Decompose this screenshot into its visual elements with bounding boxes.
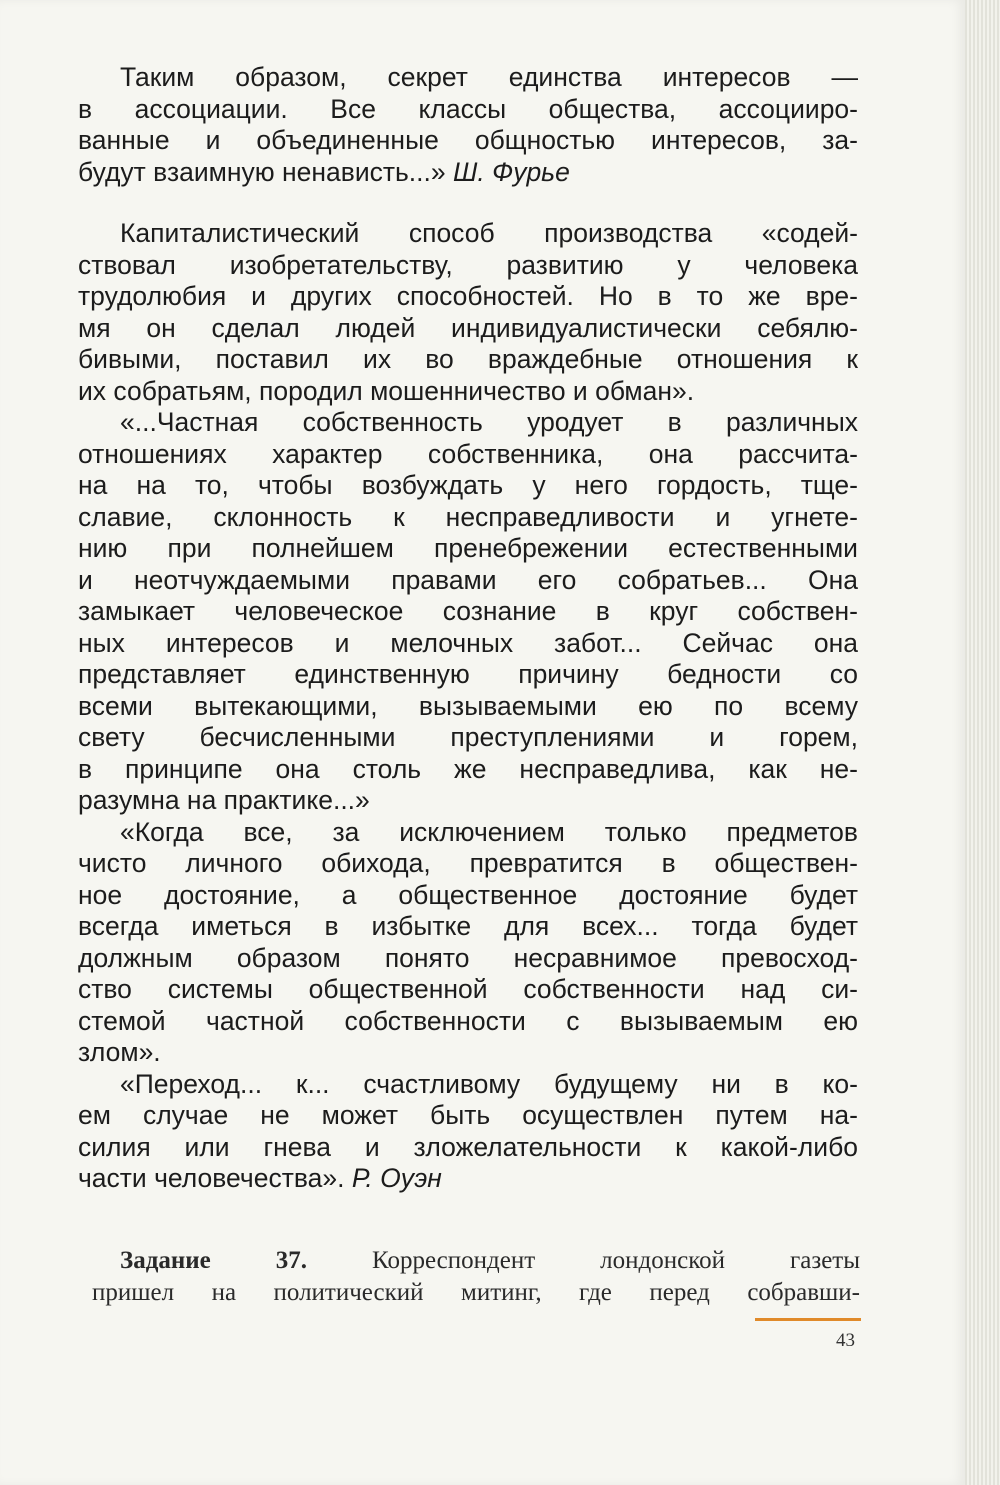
text-line: Капиталистический способ производства «содей- [120, 218, 858, 248]
page-edge [965, 0, 1000, 1485]
text-line: представляет единственную причину бедности со [78, 659, 858, 689]
text-line: ных интересов и мелочных забот... Сейчас она [78, 627, 858, 658]
text-line: славие, склонность к несправедливости и угнете- [78, 501, 858, 532]
text-line: замыкает человеческое сознание в круг собствен- [78, 596, 858, 626]
text-line: мя он сделал людей индивидуалистически себялю- [78, 312, 858, 343]
quote-author: Р. Оуэн [351, 1163, 442, 1193]
page-number: 43 [836, 1330, 855, 1351]
quote-author: Ш. Фурье [453, 156, 570, 187]
task-block [92, 1245, 860, 1309]
accent-rule [755, 1318, 861, 1321]
text-line: их собратьям, породил мошенничество и обман». [78, 375, 695, 406]
text-line: отношениях характер собственника, она рассчита- [78, 438, 858, 469]
text-line: в ассоциации. Все классы общества, ассоцииро- [78, 93, 858, 124]
text-line: в принципе она столь же несправедлива, как не- [78, 753, 858, 784]
text-line: ствовал изобретательству, развитию у человека [78, 249, 858, 280]
text-line: всегда иметься в избытке для всех... тогда будет [78, 911, 858, 941]
text-line: разумна на практике...» [78, 785, 370, 815]
quote-text: будут взаимную ненависть...» [78, 156, 446, 187]
text-line: Таким образом, секрет единства интересов — [120, 62, 858, 92]
task-text: Корреспондент лондонской газеты [372, 1247, 861, 1274]
text-line: на на то, чтобы возбуждать у него гордость, тще- [78, 470, 858, 500]
text-line [78, 1163, 858, 1195]
text-line: свету бесчисленными преступлениями и горем, [78, 722, 858, 752]
main-text [78, 62, 858, 1195]
text-line: «Переход... к... счастливому будущему ни в ко- [120, 1068, 858, 1099]
text-line: должным образом понято несравнимое превосход- [78, 942, 858, 973]
text-line: «Когда все, за исключением только предметов [120, 816, 858, 847]
text-line: и неотчуждаемыми правами его собратьев... Она [78, 564, 858, 595]
text-line: ное достояние, а общественное достояние будет [78, 879, 858, 910]
task-line: пришел на политический митинг, где перед собравши- [92, 1279, 860, 1306]
task-label: Задание 37. [120, 1247, 308, 1274]
text-line: ство системы общественной собственности над си- [78, 974, 858, 1004]
text-line: стемой частной собственности с вызываемым ею [78, 1005, 858, 1036]
text-line: всеми вытекающими, вызываемыми ею по всему [78, 690, 858, 721]
task-line [92, 1245, 860, 1277]
text-line: «...Частная собственность уродует в различных [120, 407, 858, 437]
text-line: силия или гнева и зложелательности к какой-либо [78, 1131, 858, 1162]
text-line [78, 157, 858, 189]
text-line: ванные и объединенные общностью интересов, за- [78, 125, 858, 155]
text-line: злом». [78, 1037, 161, 1067]
text-line: трудолюбия и других способностей. Но в то же вре- [78, 281, 858, 311]
quote-text: части человечества». [78, 1163, 345, 1193]
text-line: чисто личного обихода, превратится в обществен- [78, 848, 858, 878]
text-line: нию при полнейшем пренебрежении естественными [78, 533, 858, 563]
text-line: ем случае не может быть осуществлен путем на- [78, 1100, 858, 1130]
text-line: бивыми, поставил их во враждебные отношения к [78, 344, 858, 374]
